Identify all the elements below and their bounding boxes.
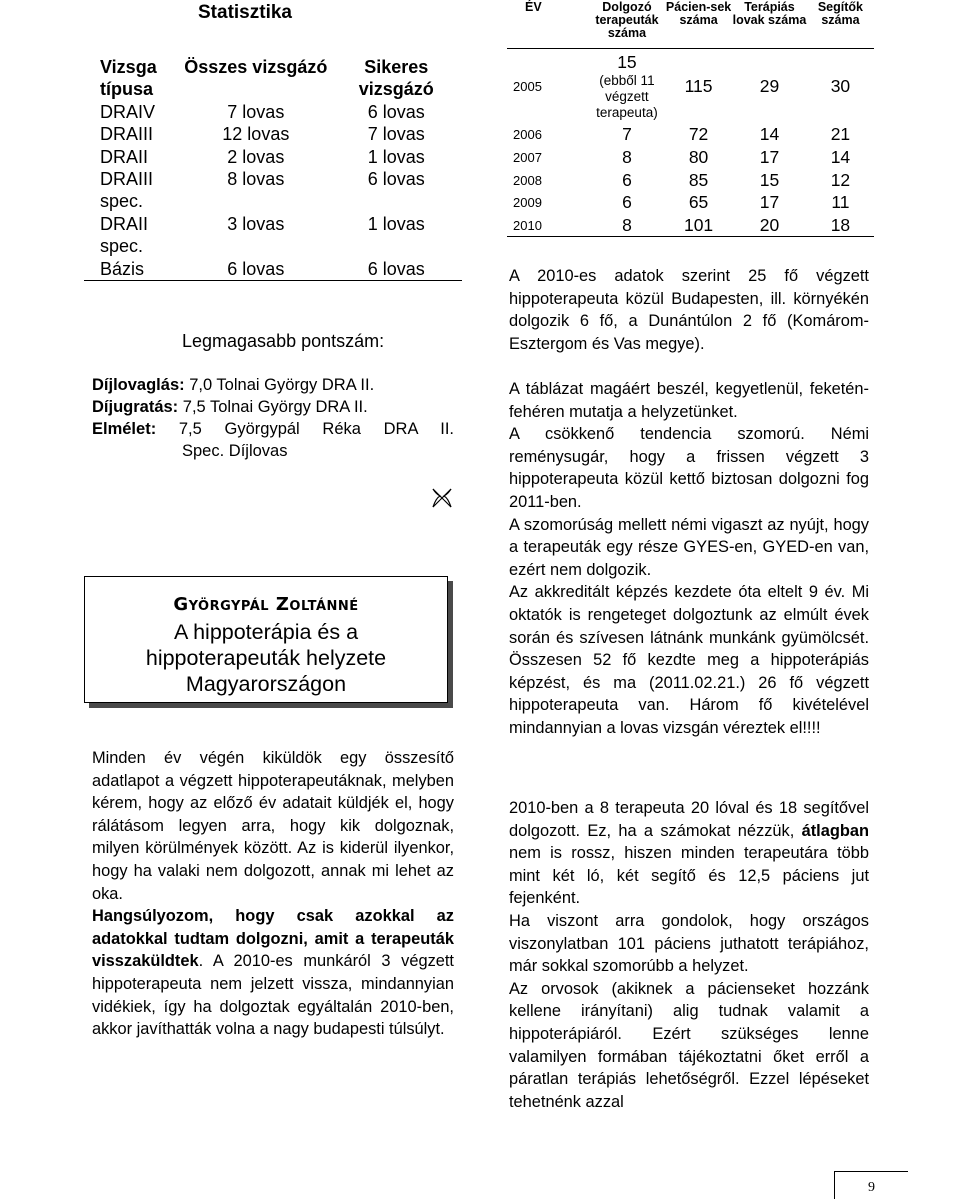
header-total: Összes vizsgázó <box>184 57 328 77</box>
horseshoe-ornament-icon <box>430 486 454 510</box>
exam-stats-table <box>84 56 462 281</box>
cell: 6 lovas <box>367 101 425 122</box>
cell-patients: 115 <box>684 75 713 96</box>
cell: 72 <box>688 124 709 145</box>
yearly-data-table <box>507 0 874 237</box>
table-row <box>507 124 874 147</box>
cell-year: 2008 <box>513 172 542 188</box>
cell: 18 <box>830 214 851 235</box>
table-row <box>507 49 874 124</box>
cell: 8 lovas <box>227 169 285 190</box>
header-helpers: Segítők száma <box>817 0 863 27</box>
paragraph: A 2010-es adatok szerint 25 fő végzett hippoterapeuta közül Budapesten, ill. környékén dolgozik 6 fő, a Dunántúlon 2 fő (Komárom-Esztergom és Vas megye). <box>509 267 869 353</box>
right-body-text-2 <box>509 797 869 1113</box>
header-therapists: Dolgozó terapeuták száma <box>595 0 659 40</box>
cell: 7 <box>622 124 632 145</box>
cell: 7 lovas <box>227 101 285 122</box>
cell: 101 <box>683 214 714 235</box>
table-row <box>507 169 874 192</box>
result-theory <box>92 418 454 441</box>
cell: 2 lovas <box>227 146 285 167</box>
table-header-row <box>507 0 874 49</box>
summary-text <box>509 265 869 355</box>
result-dressage <box>92 374 454 397</box>
article-title <box>85 619 447 697</box>
cell: 14 <box>830 147 851 168</box>
cell: DRAIII <box>100 124 154 145</box>
paragraph: Minden év végén kiküldök egy összesítő adatlapot a végzett hippoterapeutáknak, melyben kérem, hogy az előző év adatait küldjék el, hogy rálátásom legyen arra, hogy kik dolgoznak, milyen körülmények között. Az is kiderül ilyenkor, hogy ha valaki nem dolgozott, annak mi lehet az oka. <box>92 749 454 903</box>
cell: 3 lovas <box>227 213 285 234</box>
cell-horses: 29 <box>759 75 780 96</box>
paragraph: Az akkreditált képzés kezdete óta eltelt 9 év. Mi oktatók is rengeteget dolgoztunk az elmúlt évek során és szívesen látnánk munkánk gyümölcsét. Összesen 52 fő kezdte meg a hippoterápiás képzést, és ma (2011.02.21.) 26 fő végzett hippoterapeuta van. Három fő kivételével mindannyian a lovas vizsgán véreztek el!!!! <box>509 583 869 737</box>
table-row <box>84 168 462 213</box>
article-title-box <box>84 576 448 703</box>
result-label: Díjlovaglás: <box>92 376 185 394</box>
cell: DRAIV <box>100 101 156 122</box>
cell: 6 <box>622 192 632 213</box>
cell: 14 <box>759 124 780 145</box>
left-body-text <box>92 747 454 1041</box>
emphasis: átlagban <box>801 821 869 840</box>
result-label: Elmélet: <box>92 420 157 438</box>
cell: 6 lovas <box>331 258 462 281</box>
paragraph: Ha viszont arra gondolok, hogy országos viszonylatban 101 páciens juthatott terápiához, már sokkal szomorúbb a helyzet. <box>509 911 869 976</box>
cell: 1 lovas <box>367 213 425 234</box>
cell: DRAIII spec. <box>100 169 154 212</box>
cell: 15 <box>759 169 780 190</box>
cell-helpers: 30 <box>830 75 851 96</box>
paragraph: A csökkenő tendencia szomorú. Némi reménysugár, hogy a frissen végzett 3 hippoterapeuta közül kettő biztosan dolgozni fog 2011-ben. <box>509 425 869 511</box>
title-line: hippoterapeuták helyzete <box>145 646 387 670</box>
cell: 17 <box>759 192 780 213</box>
paragraph-rest: . A 2010-es munkáról 3 végzett hippoterapeuta nem jelzett vissza, mindannyian vidékiek, így ha dolgoztak egyáltalán 2010-ben, akkor javíthatták volna a nagy budapesti túlsúlyt. <box>92 952 454 1039</box>
emphasis: Hangsúlyozom, hogy csak azokkal az adatokkal tudtam dolgozni, amit a terapeuták visszaküldtek <box>92 907 454 971</box>
cell-year: 2006 <box>513 127 542 143</box>
cell: 1 lovas <box>367 146 425 167</box>
cell: 65 <box>688 192 709 213</box>
cell-year: 2007 <box>513 150 542 166</box>
header-year: ÉV <box>525 0 542 14</box>
cell-therapists <box>589 49 665 124</box>
paragraph <box>92 905 454 1041</box>
cell: 8 <box>622 147 632 168</box>
header-exam-type: Vizsga típusa <box>100 57 157 100</box>
paragraph: Az orvosok (akiknek a pácienseket hozzánk kellene irányítani) alig tudnak valamit a hippoterápiáról. Ezért szükséges lenne valamilyen formában tájékoztatni őket erről a páratlan terápiás lehetőségről. Ezzel lépéseket tehetnénk azzal <box>509 979 869 1111</box>
author-name: Györgypál Zoltánné <box>173 594 359 615</box>
table-row <box>84 258 462 281</box>
table-row <box>507 192 874 215</box>
cell: Bázis <box>84 258 181 281</box>
paragraph: A táblázat magáért beszél, kegyetlenül, feketén-fehéren mutatja a helyzetünket. <box>509 380 869 421</box>
table-row <box>84 146 462 168</box>
header-success: Sikeres vizsgázó <box>358 57 434 100</box>
cell: 17 <box>759 147 780 168</box>
cell: 85 <box>688 169 709 190</box>
header-horses: Terápiás lovak száma <box>732 0 807 27</box>
table-row <box>507 214 874 237</box>
table-row <box>507 146 874 169</box>
table-row <box>84 213 462 258</box>
cell: 80 <box>688 147 709 168</box>
result-text: 7,5 Tolnai György DRA II. <box>178 398 368 416</box>
cell: DRAII <box>100 146 149 167</box>
cell: 6 lovas <box>367 169 425 190</box>
max-score-title: Legmagasabb pontszám: <box>182 331 385 351</box>
stats-title: Statisztika <box>198 2 292 23</box>
cell: 6 lovas <box>181 258 331 281</box>
text: nem is rossz, hiszen minden terapeutára több mint két ló, két segítő és 12,5 páciens jut fejenként. <box>509 844 869 908</box>
table-row <box>84 123 462 145</box>
cell-year: 2010 <box>513 217 542 233</box>
paragraph: A szomorúság mellett némi vigaszt az nyújt, hogy a terapeuták egy része GYES-en, GYED-en van, ezért nem dolgozik. <box>509 515 869 579</box>
table-header-row <box>84 56 462 101</box>
result-theory-cont: Spec. Díjlovas <box>182 442 288 460</box>
result-jumping <box>92 396 454 419</box>
text: 2010-ben a 8 terapeuta 20 lóval és 18 segítővel dolgozott. Ez, ha a számokat nézzük, <box>509 799 869 840</box>
result-text: 7,5 Györgypál Réka DRA II. <box>156 420 454 438</box>
title-line: A hippoterápia és a <box>173 620 359 644</box>
title-line: Magyarországon <box>185 672 347 696</box>
cell: 12 lovas <box>222 124 290 145</box>
cell: 6 <box>622 169 632 190</box>
cell-year: 2009 <box>513 195 542 211</box>
cell: DRAII spec. <box>100 213 149 257</box>
cell: 8 <box>622 214 632 235</box>
result-text: 7,0 Tolnai György DRA II. <box>184 376 375 394</box>
cell: 20 <box>759 214 780 235</box>
right-body-text <box>509 378 869 740</box>
cell: 21 <box>830 124 851 145</box>
result-label: Díjugratás: <box>92 398 179 416</box>
table-row <box>84 101 462 123</box>
cell: 11 <box>831 192 850 213</box>
therapist-note: (ebből 11 végzett terapeuta) <box>596 72 658 120</box>
cell-year: 2005 <box>513 78 542 94</box>
header-patients: Pácien-sek száma <box>665 0 732 27</box>
page-number: 9 <box>834 1171 908 1199</box>
paragraph <box>509 797 869 910</box>
therapist-count: 15 <box>617 51 637 72</box>
cell: 7 lovas <box>367 124 425 145</box>
cell: 12 <box>830 169 851 190</box>
